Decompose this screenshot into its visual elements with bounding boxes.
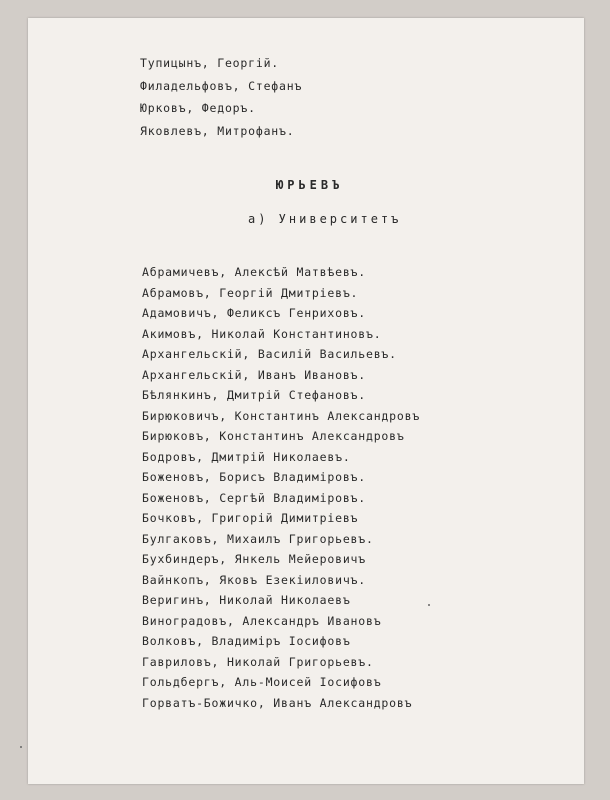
list-item: Бодровъ, Дмитрій Николаевъ.	[142, 449, 351, 464]
document-page	[28, 18, 584, 784]
list-item: Яковлевъ, Митрофанъ.	[140, 123, 295, 138]
list-item: Бѣлянкинъ, Дмитрій Стефановъ.	[142, 388, 366, 402]
list-item: Бухбиндеръ, Янкель Мейеровичъ	[142, 552, 366, 566]
list-item: Абрамовъ, Георгій Дмитріевъ.	[142, 285, 359, 300]
list-item: Веригинъ, Николай Николаевъ	[142, 593, 351, 607]
list-item: Адамовичъ, Феликсъ Генриховъ.	[142, 306, 366, 320]
list-item: Волковъ, Владиміръ Іосифовъ	[142, 634, 351, 648]
top-name-list	[140, 52, 302, 142]
list-item: Архангельскій, Василій Васильевъ.	[142, 347, 397, 361]
student-name-list	[142, 262, 420, 713]
list-item: Булгаковъ, Михаилъ Григорьевъ.	[142, 531, 374, 546]
list-item: Бирюковичъ, Константинъ Александровъ	[142, 408, 421, 423]
list-item: Горватъ-Божичко, Иванъ Александровъ	[142, 695, 413, 710]
list-item: Боженовъ, Сергѣй Владиміровъ.	[142, 490, 366, 505]
list-item: Виноградовъ, Александръ Ивановъ	[142, 613, 382, 628]
list-item: Юрковъ, Федоръ.	[140, 101, 256, 115]
list-item: Бирюковъ, Константинъ Александровъ	[142, 429, 405, 443]
list-item: Гольдбергъ, Аль-Моисей Іосифовъ	[142, 675, 382, 689]
list-item: Абрамичевъ, Алексѣй Матвѣевъ.	[142, 265, 366, 279]
ink-speck	[428, 604, 430, 606]
list-item: Тупицынъ, Георгій.	[140, 56, 280, 70]
list-item: Архангельскій, Иванъ Ивановъ.	[142, 367, 366, 382]
ink-speck	[20, 746, 22, 748]
list-item: Филадельфовъ, Стефанъ	[140, 78, 303, 93]
section-heading: а) Университетъ	[248, 212, 402, 226]
list-item: Боженовъ, Борисъ Владиміровъ.	[142, 470, 366, 484]
list-item: Бочковъ, Григорій Димитріевъ	[142, 511, 359, 525]
list-item: Акимовъ, Николай Константиновъ.	[142, 326, 382, 341]
city-heading: ЮРЬЕВЪ	[276, 178, 344, 192]
list-item: Вайнкопъ, Яковъ Езекіиловичъ.	[142, 572, 366, 587]
list-item: Гавриловъ, Николай Григорьевъ.	[142, 654, 374, 669]
